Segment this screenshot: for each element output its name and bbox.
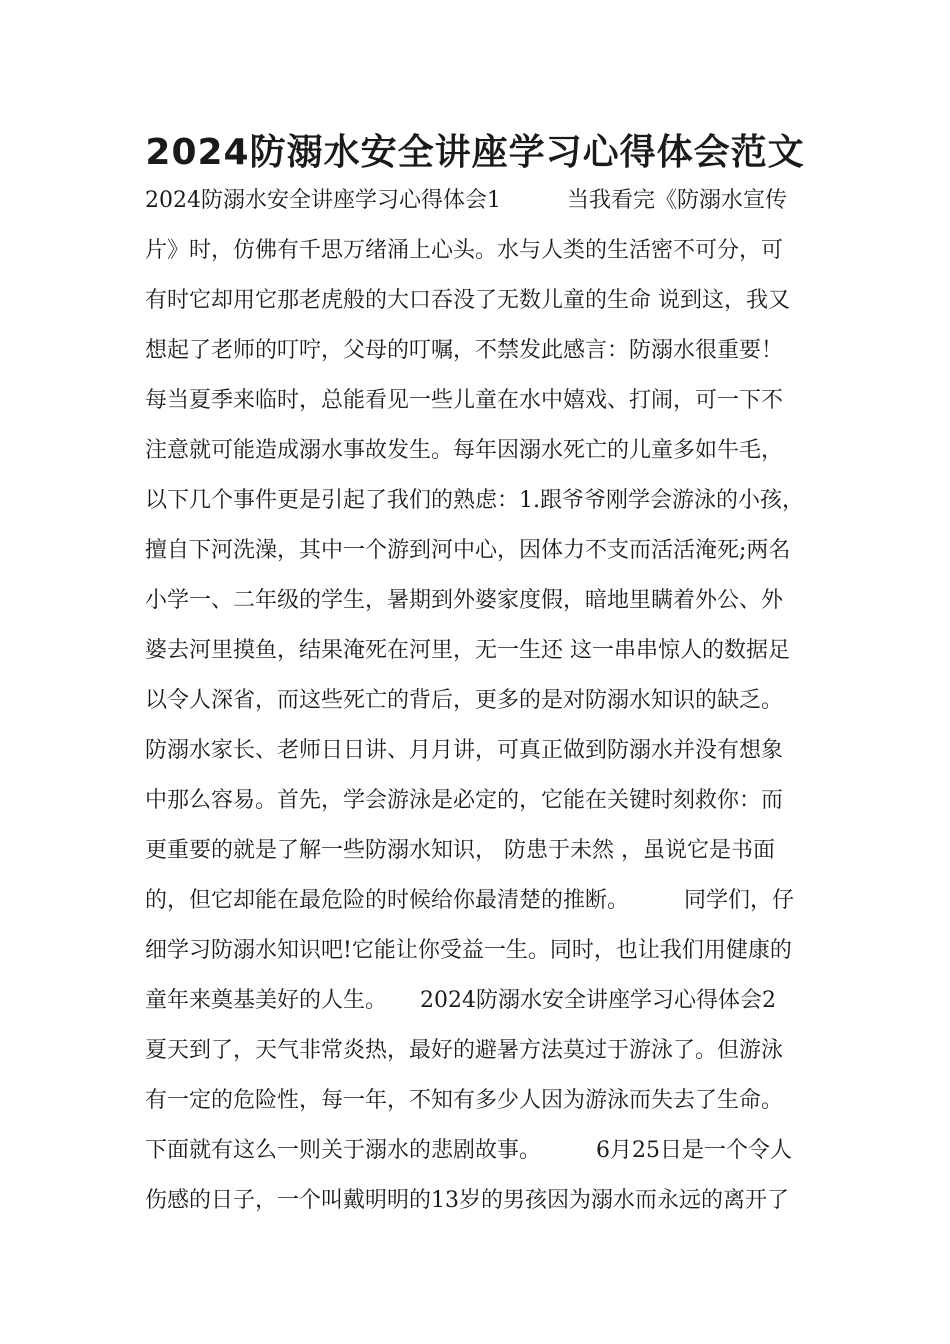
body-line: 的，但它却能在最危险的时候给你最清楚的推断。 同学们，仔 (145, 888, 795, 913)
body-line: 防溺水家长、老师日日讲、月月讲，可真正做到防溺水并没有想象 (145, 738, 784, 763)
body-line: 更重要的就是了解一些防溺水知识， 防患于未然 ，虽说它是书面 (145, 838, 775, 863)
body-line: 片》时，仿佛有千思万绪涌上心头。水与人类的生活密不可分，可 (145, 238, 784, 263)
body-line: 中那么容易。首先，学会游泳是必定的，它能在关键时刻救你：而 (145, 788, 784, 813)
body-line: 擅自下河洗澡，其中一个游到河中心，因体力不支而活活淹死;两名 (145, 538, 791, 563)
body-line: 每当夏季来临时，总能看见一些儿童在水中嬉戏、打闹，可一下不 (145, 388, 784, 413)
body-line: 有一定的危险性，每一年，不知有多少人因为游泳而失去了生命。 (145, 1088, 784, 1113)
body-line: 小学一、二年级的学生，暑期到外婆家度假，暗地里瞒着外公、外 (145, 588, 784, 613)
body-line: 细学习防溺水知识吧!它能让你受益一生。同时，也让我们用健康的 (145, 938, 792, 963)
body-line: 下面就有这么一则关于溺水的悲剧故事。 6月25日是一个令人 (145, 1138, 792, 1163)
body-line: 2024防溺水安全讲座学习心得体会1 当我看完《防溺水宣传 (145, 188, 787, 213)
body-line: 注意就可能造成溺水事故发生。每年因溺水死亡的儿童多如牛毛， (145, 438, 784, 463)
body-line: 想起了老师的叮咛，父母的叮嘱，不禁发此感言：防溺水很重要！ (145, 338, 784, 363)
document-body (145, 176, 835, 1226)
body-line: 夏天到了，天气非常炎热，最好的避暑方法莫过于游泳了。但游泳 (145, 1038, 784, 1063)
body-line: 以令人深省，而这些死亡的背后，更多的是对防溺水知识的缺乏。 (145, 688, 784, 713)
body-line: 有时它却用它那老虎般的大口吞没了无数儿童的生命 说到这，我又 (145, 288, 790, 313)
body-line: 以下几个事件更是引起了我们的熟虑：1.跟爷爷刚学会游泳的小孩， (145, 488, 804, 513)
body-line: 婆去河里摸鱼，结果淹死在河里，无一生还 这一串串惊人的数据足 (145, 638, 790, 663)
document-title: 2024防溺水安全讲座学习心得体会范文 (145, 132, 805, 173)
body-line: 童年来奠基美好的人生。 2024防溺水安全讲座学习心得体会2 (145, 988, 776, 1013)
body-line: 伤感的日子，一个叫戴明明的13岁的男孩因为溺水而永远的离开了 (145, 1188, 789, 1213)
